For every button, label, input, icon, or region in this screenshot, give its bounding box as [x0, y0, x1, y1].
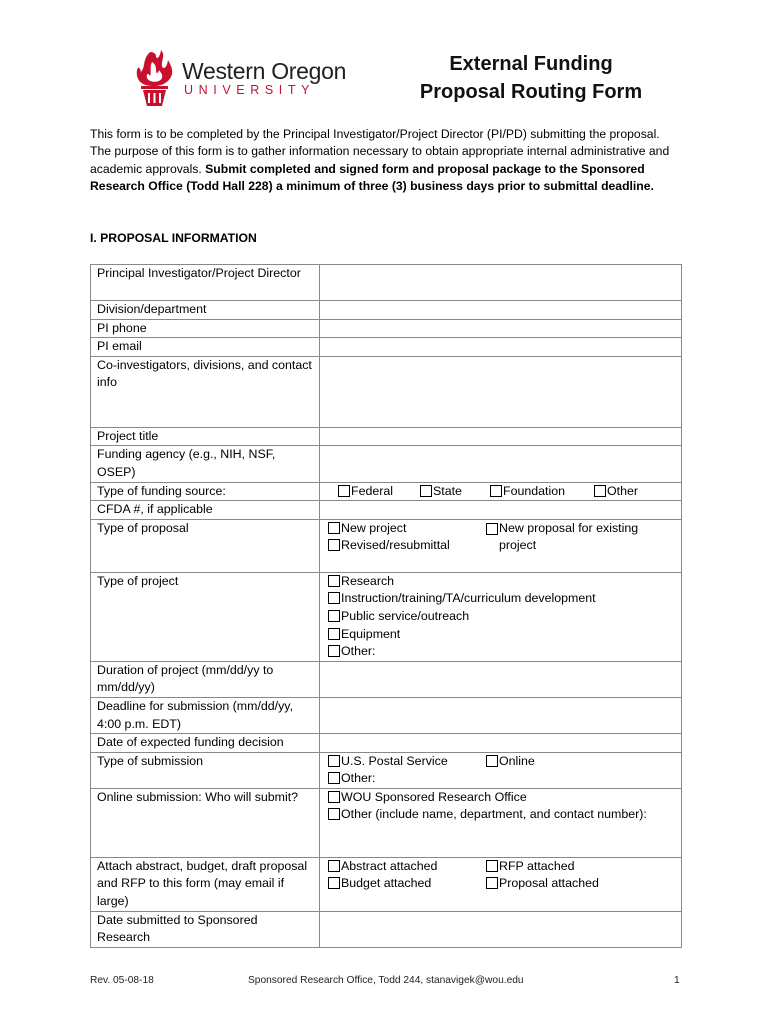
checkbox[interactable] [328, 877, 340, 889]
date-submitted-field[interactable] [320, 911, 682, 947]
option-label: Other: [341, 644, 376, 659]
table-row [91, 338, 682, 357]
checkbox[interactable] [486, 755, 498, 767]
logo-wordmark: Western Oregon [182, 58, 347, 84]
checkbox[interactable] [328, 628, 340, 640]
table-row [91, 519, 682, 572]
label-cfda: CFDA #, if applicable [91, 501, 320, 520]
table-row [91, 788, 682, 857]
logo-subtitle: UNIVERSITY [184, 83, 316, 97]
proposal-info-table [90, 264, 682, 948]
checkbox[interactable] [328, 755, 340, 767]
table-row [91, 356, 682, 427]
table-row [91, 265, 682, 301]
checkbox[interactable] [328, 808, 340, 820]
option-label: Online [499, 753, 535, 768]
label-duration: Duration of project (mm/dd/yy to mm/dd/yy) [91, 661, 320, 697]
title-line-1: External Funding [449, 53, 613, 75]
option-label: Research [341, 573, 395, 588]
intro-text: This form is to be completed by the Principal Investigator/Project Director (PI/PD) submitting the proposal. The purpose of this form is to gather information necessary to obtain appropriate internal administrative and academic approvals. [90, 127, 670, 176]
option-postal[interactable] [328, 753, 486, 771]
option-other[interactable] [594, 483, 638, 501]
table-row [91, 661, 682, 697]
attachment-options [320, 857, 682, 911]
option-label: New proposal for existing project [499, 520, 639, 553]
revision-label: Rev. 05-08-18 [90, 975, 154, 986]
option-label: U.S. Postal Service [341, 753, 448, 768]
option-label: Public service/outreach [341, 608, 470, 623]
table-row [91, 734, 682, 753]
label-online-who: Online submission: Who will submit? [91, 788, 320, 857]
checkbox[interactable] [328, 522, 340, 534]
option-equipment[interactable] [328, 626, 675, 644]
option-label: Other (include name, department, and contact number): [341, 807, 647, 822]
table-row [91, 911, 682, 947]
intro-paragraph [90, 126, 682, 196]
option-new-existing[interactable] [486, 520, 654, 555]
option-state[interactable] [420, 483, 490, 501]
checkbox[interactable] [490, 485, 502, 497]
table-row [91, 752, 682, 788]
option-public-service[interactable] [328, 608, 675, 626]
table-row [91, 427, 682, 446]
label-project-type: Type of project [91, 572, 320, 661]
option-online[interactable] [486, 753, 535, 788]
label-project-title: Project title [91, 427, 320, 446]
duration-field[interactable] [320, 661, 682, 697]
page-title [400, 50, 662, 106]
checkbox[interactable] [338, 485, 350, 497]
option-label: WOU Sponsored Research Office [341, 789, 527, 804]
title-line-2: Proposal Routing Form [419, 81, 643, 103]
option-label: Equipment [341, 626, 401, 641]
section-heading: I. PROPOSAL INFORMATION [90, 231, 257, 245]
option-revised[interactable] [328, 537, 486, 555]
checkbox[interactable] [486, 877, 498, 889]
university-logo [132, 48, 347, 108]
phone-field[interactable] [320, 319, 682, 338]
option-label: Instruction/training/TA/curriculum development [341, 591, 596, 606]
decision-date-field[interactable] [320, 734, 682, 753]
option-research[interactable] [328, 573, 675, 591]
option-foundation[interactable] [490, 483, 594, 501]
checkbox[interactable] [328, 539, 340, 551]
table-row [91, 857, 682, 911]
checkbox[interactable] [328, 575, 340, 587]
label-deadline: Deadline for submission (mm/dd/yy, 4:00 p.m. EDT) [91, 697, 320, 733]
checkbox[interactable] [420, 485, 432, 497]
table-row [91, 482, 682, 501]
project-type-options [320, 572, 682, 661]
option-label: Other: [341, 771, 376, 786]
checkbox[interactable] [594, 485, 606, 497]
option-label: RFP attached [499, 858, 575, 873]
table-row [91, 501, 682, 520]
label-division: Division/department [91, 301, 320, 320]
table-row [91, 301, 682, 320]
online-who-options [320, 788, 682, 857]
checkbox[interactable] [328, 791, 340, 803]
label-attachments: Attach abstract, budget, draft proposal and RFP to this form (may email if large) [91, 857, 320, 911]
funding-agency-field[interactable] [320, 446, 682, 482]
option-proposal-attached[interactable] [486, 875, 599, 893]
label-proposal-type: Type of proposal [91, 519, 320, 572]
option-label: Revised/resubmittal [341, 538, 450, 553]
coinvestigators-field[interactable] [320, 356, 682, 427]
label-phone: PI phone [91, 319, 320, 338]
checkbox[interactable] [328, 772, 340, 784]
label-decision-date: Date of expected funding decision [91, 734, 320, 753]
checkbox[interactable] [328, 592, 340, 604]
label-pi: Principal Investigator/Project Director [91, 265, 320, 301]
table-row [91, 319, 682, 338]
table-row [91, 572, 682, 661]
label-submission-type: Type of submission [91, 752, 320, 788]
option-label: Federal [351, 483, 394, 498]
option-project-other[interactable] [328, 643, 675, 661]
option-submission-other[interactable] [328, 770, 486, 788]
option-budget[interactable] [328, 875, 486, 893]
option-other-include[interactable] [328, 806, 675, 824]
proposal-type-options [320, 519, 682, 572]
deadline-field[interactable] [320, 697, 682, 733]
label-email: PI email [91, 338, 320, 357]
cfda-field[interactable] [320, 501, 682, 520]
submission-type-options [320, 752, 682, 788]
funding-source-options [320, 482, 682, 501]
option-federal[interactable] [338, 483, 420, 501]
project-title-field[interactable] [320, 427, 682, 446]
checkbox[interactable] [328, 610, 340, 622]
label-coinvestigators: Co-investigators, divisions, and contact info [91, 356, 320, 427]
option-abstract[interactable] [328, 858, 486, 876]
label-funding-source: Type of funding source: [91, 482, 320, 501]
option-label: State [433, 483, 462, 498]
option-label: Budget attached [341, 876, 432, 891]
office-contact: Sponsored Research Office, Todd 244, stanavigek@wou.edu [248, 975, 524, 986]
page-number: 1 [674, 975, 680, 986]
option-label: Foundation [503, 483, 566, 498]
checkbox[interactable] [486, 523, 498, 535]
table-row [91, 697, 682, 733]
option-wou-sro[interactable] [328, 789, 675, 807]
label-date-submitted: Date submitted to Sponsored Research [91, 911, 320, 947]
checkbox[interactable] [328, 860, 340, 872]
email-field[interactable] [320, 338, 682, 357]
label-funding-agency: Funding agency (e.g., NIH, NSF, OSEP) [91, 446, 320, 482]
option-new-project[interactable] [328, 520, 486, 538]
table-row [91, 446, 682, 482]
checkbox[interactable] [328, 645, 340, 657]
option-label: Proposal attached [499, 876, 599, 891]
pi-field[interactable] [320, 265, 682, 301]
option-label: Other [607, 483, 638, 498]
option-label: Abstract attached [341, 858, 438, 873]
checkbox[interactable] [486, 860, 498, 872]
option-instruction[interactable] [328, 590, 675, 608]
option-rfp[interactable] [486, 858, 599, 876]
torch-icon [132, 48, 178, 106]
option-label: New project [341, 520, 407, 535]
division-field[interactable] [320, 301, 682, 320]
intro-bold-text: Submit completed and signed form and proposal package to the Sponsored Research Office (Todd Hall 228) a minimum of three (3) business days prior to submittal deadline. [90, 161, 654, 194]
